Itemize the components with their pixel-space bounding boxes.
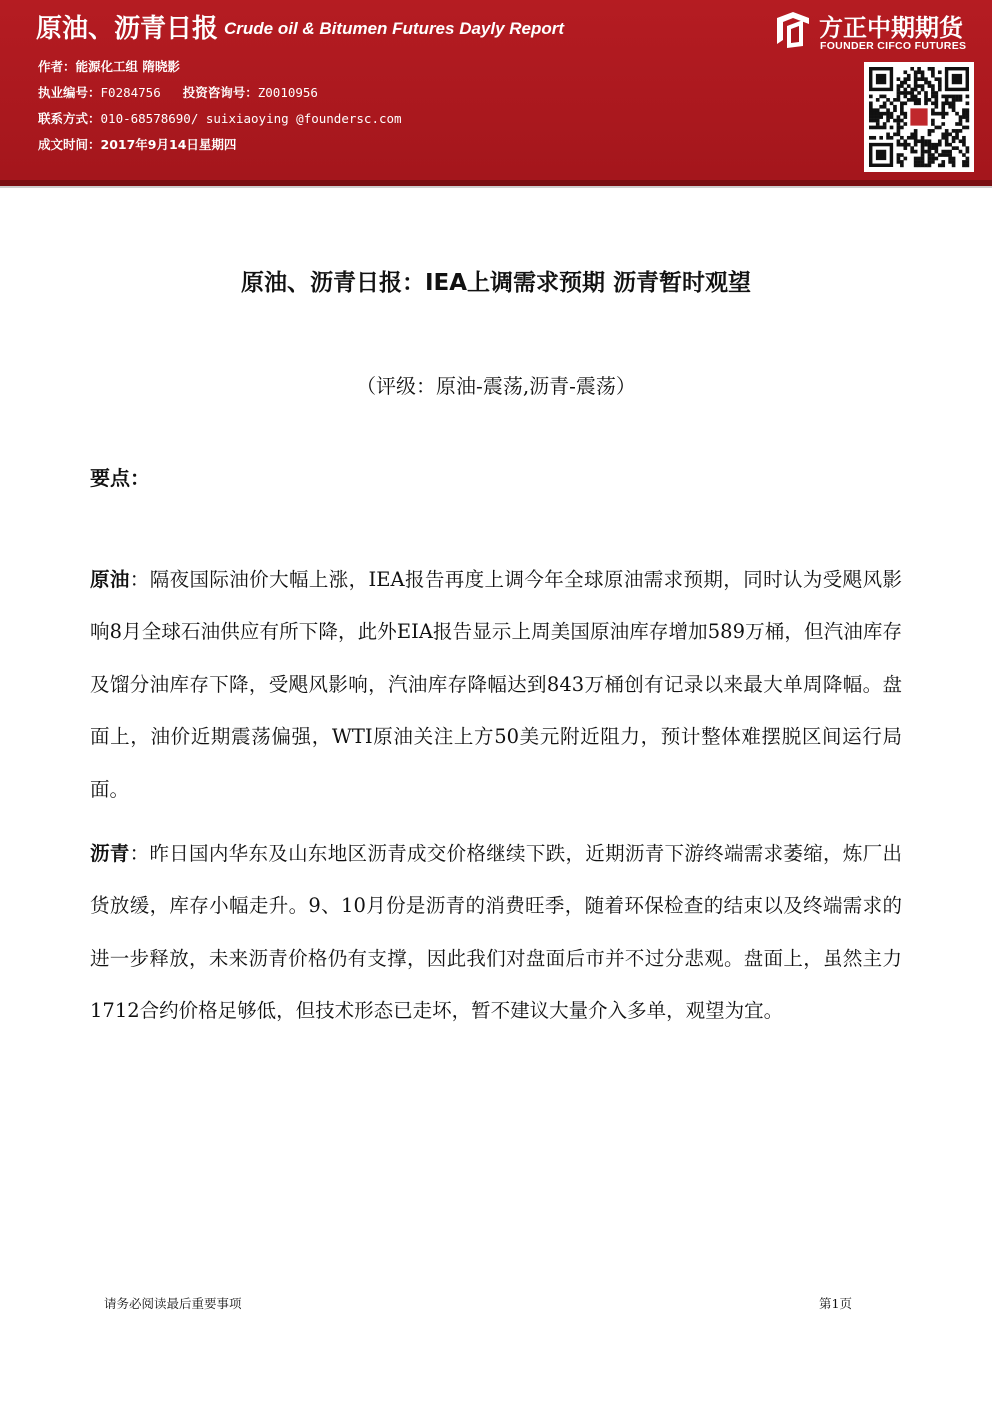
author-label: 作者： bbox=[38, 59, 76, 74]
page-number: 第1页 bbox=[819, 1296, 852, 1311]
author-line bbox=[38, 57, 180, 75]
consult-value: Z0010956 bbox=[257, 85, 318, 100]
license-line bbox=[38, 83, 318, 101]
bitumen-text: 昨日国内华东及山东地区沥青成交价格继续下跌，近期沥青下游终端需求萎缩，炼厂出货放缓，库存小幅走升。9、10月份是沥青的消费旺季，随着环保检查的结束以及终端需求的进一步释放，未来沥青价格仍有支撑，因此我们对盘面后市并不过分悲观。盘面上，虽然主力1712合约价格足够低，但技术形态已走坏，暂不建议大量介入多单，观望为宜。 bbox=[90, 842, 902, 1023]
logo-name-cn: 方正中期期货 bbox=[819, 14, 963, 42]
date-value: 2017年9月14日星期四 bbox=[100, 137, 237, 152]
author-value: 能源化工组 隋晓影 bbox=[75, 59, 180, 74]
crude-oil-text: 隔夜国际油价大幅上涨，IEA报告再度上调今年全球原油需求预期，同时认为受飓风影响8月全球石油供应有所下降，此外EIA报告显示上周美国原油库存增加589万桶，但汽油库存及馏分油库存下降，受飓风影响，汽油库存降幅达到843万桶创有记录以来最大单周降幅。盘面上，油价近期震荡偏强，WTI原油关注上方50美元附近阻力，预计整体难摆脱区间运行局面。 bbox=[90, 568, 902, 801]
contact-label: 联系方式： bbox=[38, 111, 101, 126]
contact-line bbox=[38, 109, 402, 127]
contact-value: 010-68578690/ suixiaoying @foundersc.com bbox=[100, 111, 402, 126]
logo-name-en: FOUNDER CIFCO FUTURES bbox=[820, 40, 967, 52]
license-value: F0284756 bbox=[100, 85, 161, 100]
company-logo bbox=[773, 8, 983, 56]
consult-label: 投资咨询号： bbox=[182, 85, 258, 100]
footer-notice: 请务必阅读最后重要事项 bbox=[104, 1296, 242, 1311]
crude-oil-separator: ： bbox=[129, 568, 150, 591]
report-title-en: Crude oil & Bitumen Futures Dayly Report bbox=[224, 19, 565, 38]
crude-oil-lead: 原油 bbox=[90, 568, 130, 591]
header-divider-shadow bbox=[0, 186, 992, 188]
rating-line: （评级：原油-震荡,沥青-震荡） bbox=[356, 374, 636, 398]
report-title bbox=[36, 8, 564, 45]
bitumen-lead: 沥青 bbox=[90, 842, 130, 865]
bitumen-paragraph bbox=[90, 828, 902, 1038]
founder-logo-icon bbox=[773, 10, 813, 50]
crude-oil-paragraph bbox=[90, 554, 902, 816]
keypoints-heading: 要点： bbox=[90, 466, 150, 490]
bitumen-separator: ： bbox=[129, 842, 150, 865]
qr-code-icon bbox=[864, 62, 974, 172]
document-title: 原油、沥青日报：IEA上调需求预期 沥青暂时观望 bbox=[240, 270, 752, 296]
date-line bbox=[38, 135, 236, 153]
license-label: 执业编号： bbox=[38, 85, 101, 100]
qr-code bbox=[864, 62, 974, 172]
report-title-cn: 原油、沥青日报 bbox=[36, 14, 219, 44]
date-label: 成文时间： bbox=[38, 137, 101, 152]
